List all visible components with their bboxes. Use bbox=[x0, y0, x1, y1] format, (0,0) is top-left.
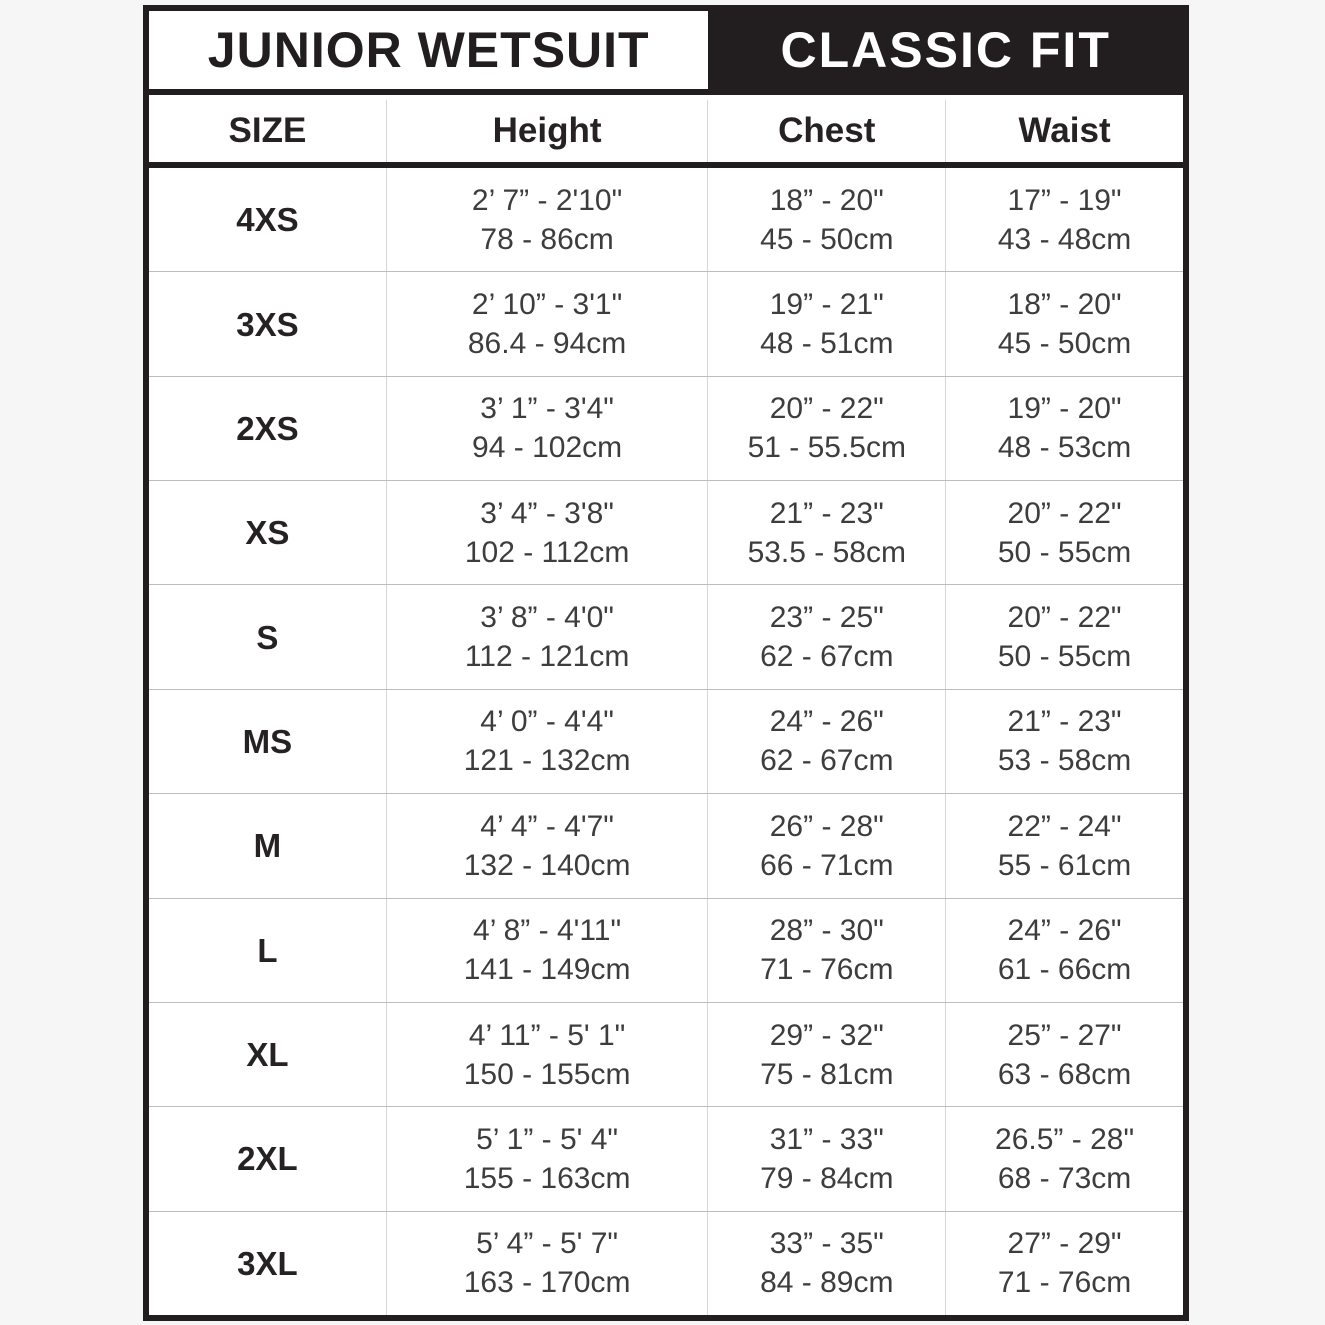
waist-imperial-range: 18” - 20" bbox=[1007, 288, 1122, 322]
size-cell bbox=[149, 585, 387, 688]
chest-cell bbox=[708, 1212, 946, 1315]
waist-metric-range: 48 - 53cm bbox=[997, 431, 1132, 465]
height-imperial-range: 4’ 11” - 5' 1" bbox=[468, 1018, 626, 1052]
size-cell bbox=[149, 272, 387, 375]
height-metric-range: 141 - 149cm bbox=[463, 953, 631, 987]
chest-imperial-range: 20” - 22" bbox=[769, 392, 884, 426]
size-cell bbox=[149, 690, 387, 793]
height-cell bbox=[387, 585, 709, 688]
table-row bbox=[149, 480, 1183, 584]
waist-metric-range: 61 - 66cm bbox=[997, 953, 1132, 987]
waist-cell bbox=[946, 377, 1183, 480]
table-body bbox=[149, 168, 1183, 1315]
height-imperial-range: 3’ 8” - 4'0" bbox=[480, 601, 614, 635]
size-cell bbox=[149, 1003, 387, 1106]
table-row bbox=[149, 1211, 1183, 1315]
height-imperial-range: 2’ 10” - 3'1" bbox=[471, 288, 623, 322]
waist-imperial-range: 25” - 27" bbox=[1007, 1018, 1122, 1052]
column-header-size: SIZE bbox=[149, 100, 387, 162]
height-metric-range: 78 - 86cm bbox=[480, 222, 614, 256]
waist-metric-range: 53 - 58cm bbox=[997, 744, 1132, 778]
chest-metric-range: 48 - 51cm bbox=[760, 327, 894, 361]
waist-imperial-range: 27” - 29" bbox=[1007, 1227, 1122, 1261]
waist-cell bbox=[946, 272, 1183, 375]
chest-imperial-range: 24” - 26" bbox=[769, 705, 884, 739]
chest-metric-range: 71 - 76cm bbox=[760, 953, 894, 987]
table-row bbox=[149, 793, 1183, 897]
size-label: M bbox=[253, 827, 282, 865]
column-header-chest: Chest bbox=[708, 100, 946, 162]
size-label: 2XL bbox=[237, 1140, 298, 1178]
chest-metric-range: 79 - 84cm bbox=[760, 1161, 894, 1195]
chest-metric-range: 53.5 - 58cm bbox=[747, 535, 906, 569]
height-cell bbox=[387, 794, 709, 897]
chest-cell bbox=[708, 168, 946, 271]
waist-metric-range: 50 - 55cm bbox=[997, 640, 1132, 674]
waist-cell bbox=[946, 1212, 1183, 1315]
chest-metric-range: 62 - 67cm bbox=[760, 744, 894, 778]
height-metric-range: 102 - 112cm bbox=[464, 535, 630, 569]
height-imperial-range: 4’ 4” - 4'7" bbox=[480, 809, 614, 843]
table-row bbox=[149, 898, 1183, 1002]
chest-cell bbox=[708, 377, 946, 480]
chest-cell bbox=[708, 1003, 946, 1106]
waist-metric-range: 43 - 48cm bbox=[997, 222, 1132, 256]
chest-imperial-range: 33” - 35" bbox=[769, 1227, 884, 1261]
chest-metric-range: 66 - 71cm bbox=[760, 848, 894, 882]
waist-cell bbox=[946, 690, 1183, 793]
chest-cell bbox=[708, 1107, 946, 1210]
chest-cell bbox=[708, 272, 946, 375]
size-chart bbox=[143, 5, 1189, 1321]
size-label: 3XS bbox=[236, 305, 299, 343]
waist-cell bbox=[946, 899, 1183, 1002]
chest-metric-range: 51 - 55.5cm bbox=[747, 431, 906, 465]
height-cell bbox=[387, 481, 709, 584]
waist-cell bbox=[946, 1107, 1183, 1210]
column-header-waist: Waist bbox=[1018, 111, 1111, 150]
size-label: 4XS bbox=[236, 201, 299, 239]
height-cell bbox=[387, 1212, 709, 1315]
height-metric-range: 121 - 132cm bbox=[463, 744, 631, 778]
waist-imperial-range: 24” - 26" bbox=[1007, 914, 1122, 948]
size-label: L bbox=[257, 931, 278, 969]
waist-cell bbox=[946, 168, 1183, 271]
height-metric-range: 94 - 102cm bbox=[472, 431, 623, 465]
height-cell bbox=[387, 1107, 709, 1210]
size-cell bbox=[149, 481, 387, 584]
waist-metric-range: 71 - 76cm bbox=[997, 1266, 1132, 1300]
waist-metric-range: 50 - 55cm bbox=[997, 535, 1132, 569]
chest-imperial-range: 26” - 28" bbox=[769, 809, 884, 843]
height-cell bbox=[387, 377, 709, 480]
fit-label bbox=[708, 11, 1183, 89]
size-cell bbox=[149, 1107, 387, 1210]
height-metric-range: 163 - 170cm bbox=[463, 1266, 631, 1300]
size-label: 2XS bbox=[236, 409, 299, 447]
height-metric-range: 132 - 140cm bbox=[463, 848, 631, 882]
waist-metric-range: 63 - 68cm bbox=[997, 1057, 1132, 1091]
table-row bbox=[149, 689, 1183, 793]
waist-imperial-range: 22” - 24" bbox=[1007, 809, 1122, 843]
waist-imperial-range: 19” - 20" bbox=[1007, 392, 1122, 426]
height-cell bbox=[387, 690, 709, 793]
height-metric-range: 112 - 121cm bbox=[464, 640, 630, 674]
waist-imperial-range: 26.5” - 28" bbox=[995, 1122, 1135, 1156]
height-imperial-range: 5’ 4” - 5' 7" bbox=[476, 1227, 619, 1261]
chest-cell bbox=[708, 585, 946, 688]
table-header-row bbox=[149, 100, 1183, 168]
table-row bbox=[149, 376, 1183, 480]
waist-metric-range: 68 - 73cm bbox=[997, 1161, 1132, 1195]
chest-metric-range: 45 - 50cm bbox=[760, 222, 894, 256]
height-imperial-range: 3’ 4” - 3'8" bbox=[480, 496, 614, 530]
chest-imperial-range: 18” - 20" bbox=[769, 183, 884, 217]
size-cell bbox=[149, 1212, 387, 1315]
height-metric-range: 86.4 - 94cm bbox=[467, 327, 627, 361]
height-cell bbox=[387, 272, 709, 375]
chest-imperial-range: 21” - 23" bbox=[769, 496, 884, 530]
size-label: XS bbox=[245, 514, 290, 552]
size-cell bbox=[149, 794, 387, 897]
size-label: MS bbox=[242, 722, 293, 760]
table-row bbox=[149, 1002, 1183, 1106]
size-cell bbox=[149, 899, 387, 1002]
size-cell bbox=[149, 377, 387, 480]
chest-imperial-range: 29” - 32" bbox=[769, 1018, 884, 1052]
waist-cell bbox=[946, 481, 1183, 584]
waist-imperial-range: 17” - 19" bbox=[1007, 183, 1122, 217]
waist-cell bbox=[946, 794, 1183, 897]
height-metric-range: 155 - 163cm bbox=[463, 1161, 631, 1195]
chest-cell bbox=[708, 899, 946, 1002]
waist-metric-range: 45 - 50cm bbox=[997, 327, 1132, 361]
chest-imperial-range: 19” - 21" bbox=[769, 288, 884, 322]
chest-cell bbox=[708, 690, 946, 793]
height-imperial-range: 5’ 1” - 5' 4" bbox=[476, 1122, 619, 1156]
size-label: 3XL bbox=[237, 1244, 298, 1282]
height-metric-range: 150 - 155cm bbox=[463, 1057, 631, 1091]
height-cell bbox=[387, 899, 709, 1002]
chart-title bbox=[149, 11, 708, 89]
table-row bbox=[149, 271, 1183, 375]
chest-cell bbox=[708, 794, 946, 897]
chest-metric-range: 75 - 81cm bbox=[760, 1057, 894, 1091]
height-imperial-range: 3’ 1” - 3'4" bbox=[480, 392, 614, 426]
waist-imperial-range: 20” - 22" bbox=[1007, 601, 1122, 635]
table-row bbox=[149, 584, 1183, 688]
chest-imperial-range: 28” - 30" bbox=[769, 914, 884, 948]
chest-cell bbox=[708, 481, 946, 584]
size-label: XL bbox=[246, 1036, 289, 1074]
waist-cell bbox=[946, 1003, 1183, 1106]
size-cell bbox=[149, 168, 387, 271]
chest-metric-range: 62 - 67cm bbox=[760, 640, 894, 674]
height-imperial-range: 2’ 7” - 2'10" bbox=[471, 183, 623, 217]
table-row bbox=[149, 1106, 1183, 1210]
table-row bbox=[149, 168, 1183, 271]
chest-imperial-range: 31” - 33" bbox=[769, 1122, 884, 1156]
waist-cell bbox=[946, 585, 1183, 688]
fit-label-text: CLASSIC FIT bbox=[780, 22, 1111, 78]
chest-metric-range: 84 - 89cm bbox=[760, 1266, 894, 1300]
height-imperial-range: 4’ 0” - 4'4" bbox=[480, 705, 614, 739]
chart-title-label: JUNIOR WETSUIT bbox=[207, 22, 650, 78]
height-cell bbox=[387, 1003, 709, 1106]
chart-banner bbox=[149, 11, 1183, 95]
waist-metric-range: 55 - 61cm bbox=[997, 848, 1132, 882]
height-cell bbox=[387, 168, 709, 271]
size-label: S bbox=[256, 618, 279, 656]
waist-imperial-range: 21” - 23" bbox=[1007, 705, 1122, 739]
waist-imperial-range: 20” - 22" bbox=[1007, 496, 1122, 530]
column-header-height: Height bbox=[387, 100, 709, 162]
height-imperial-range: 4’ 8” - 4'11" bbox=[473, 914, 622, 948]
chest-imperial-range: 23” - 25" bbox=[769, 601, 884, 635]
